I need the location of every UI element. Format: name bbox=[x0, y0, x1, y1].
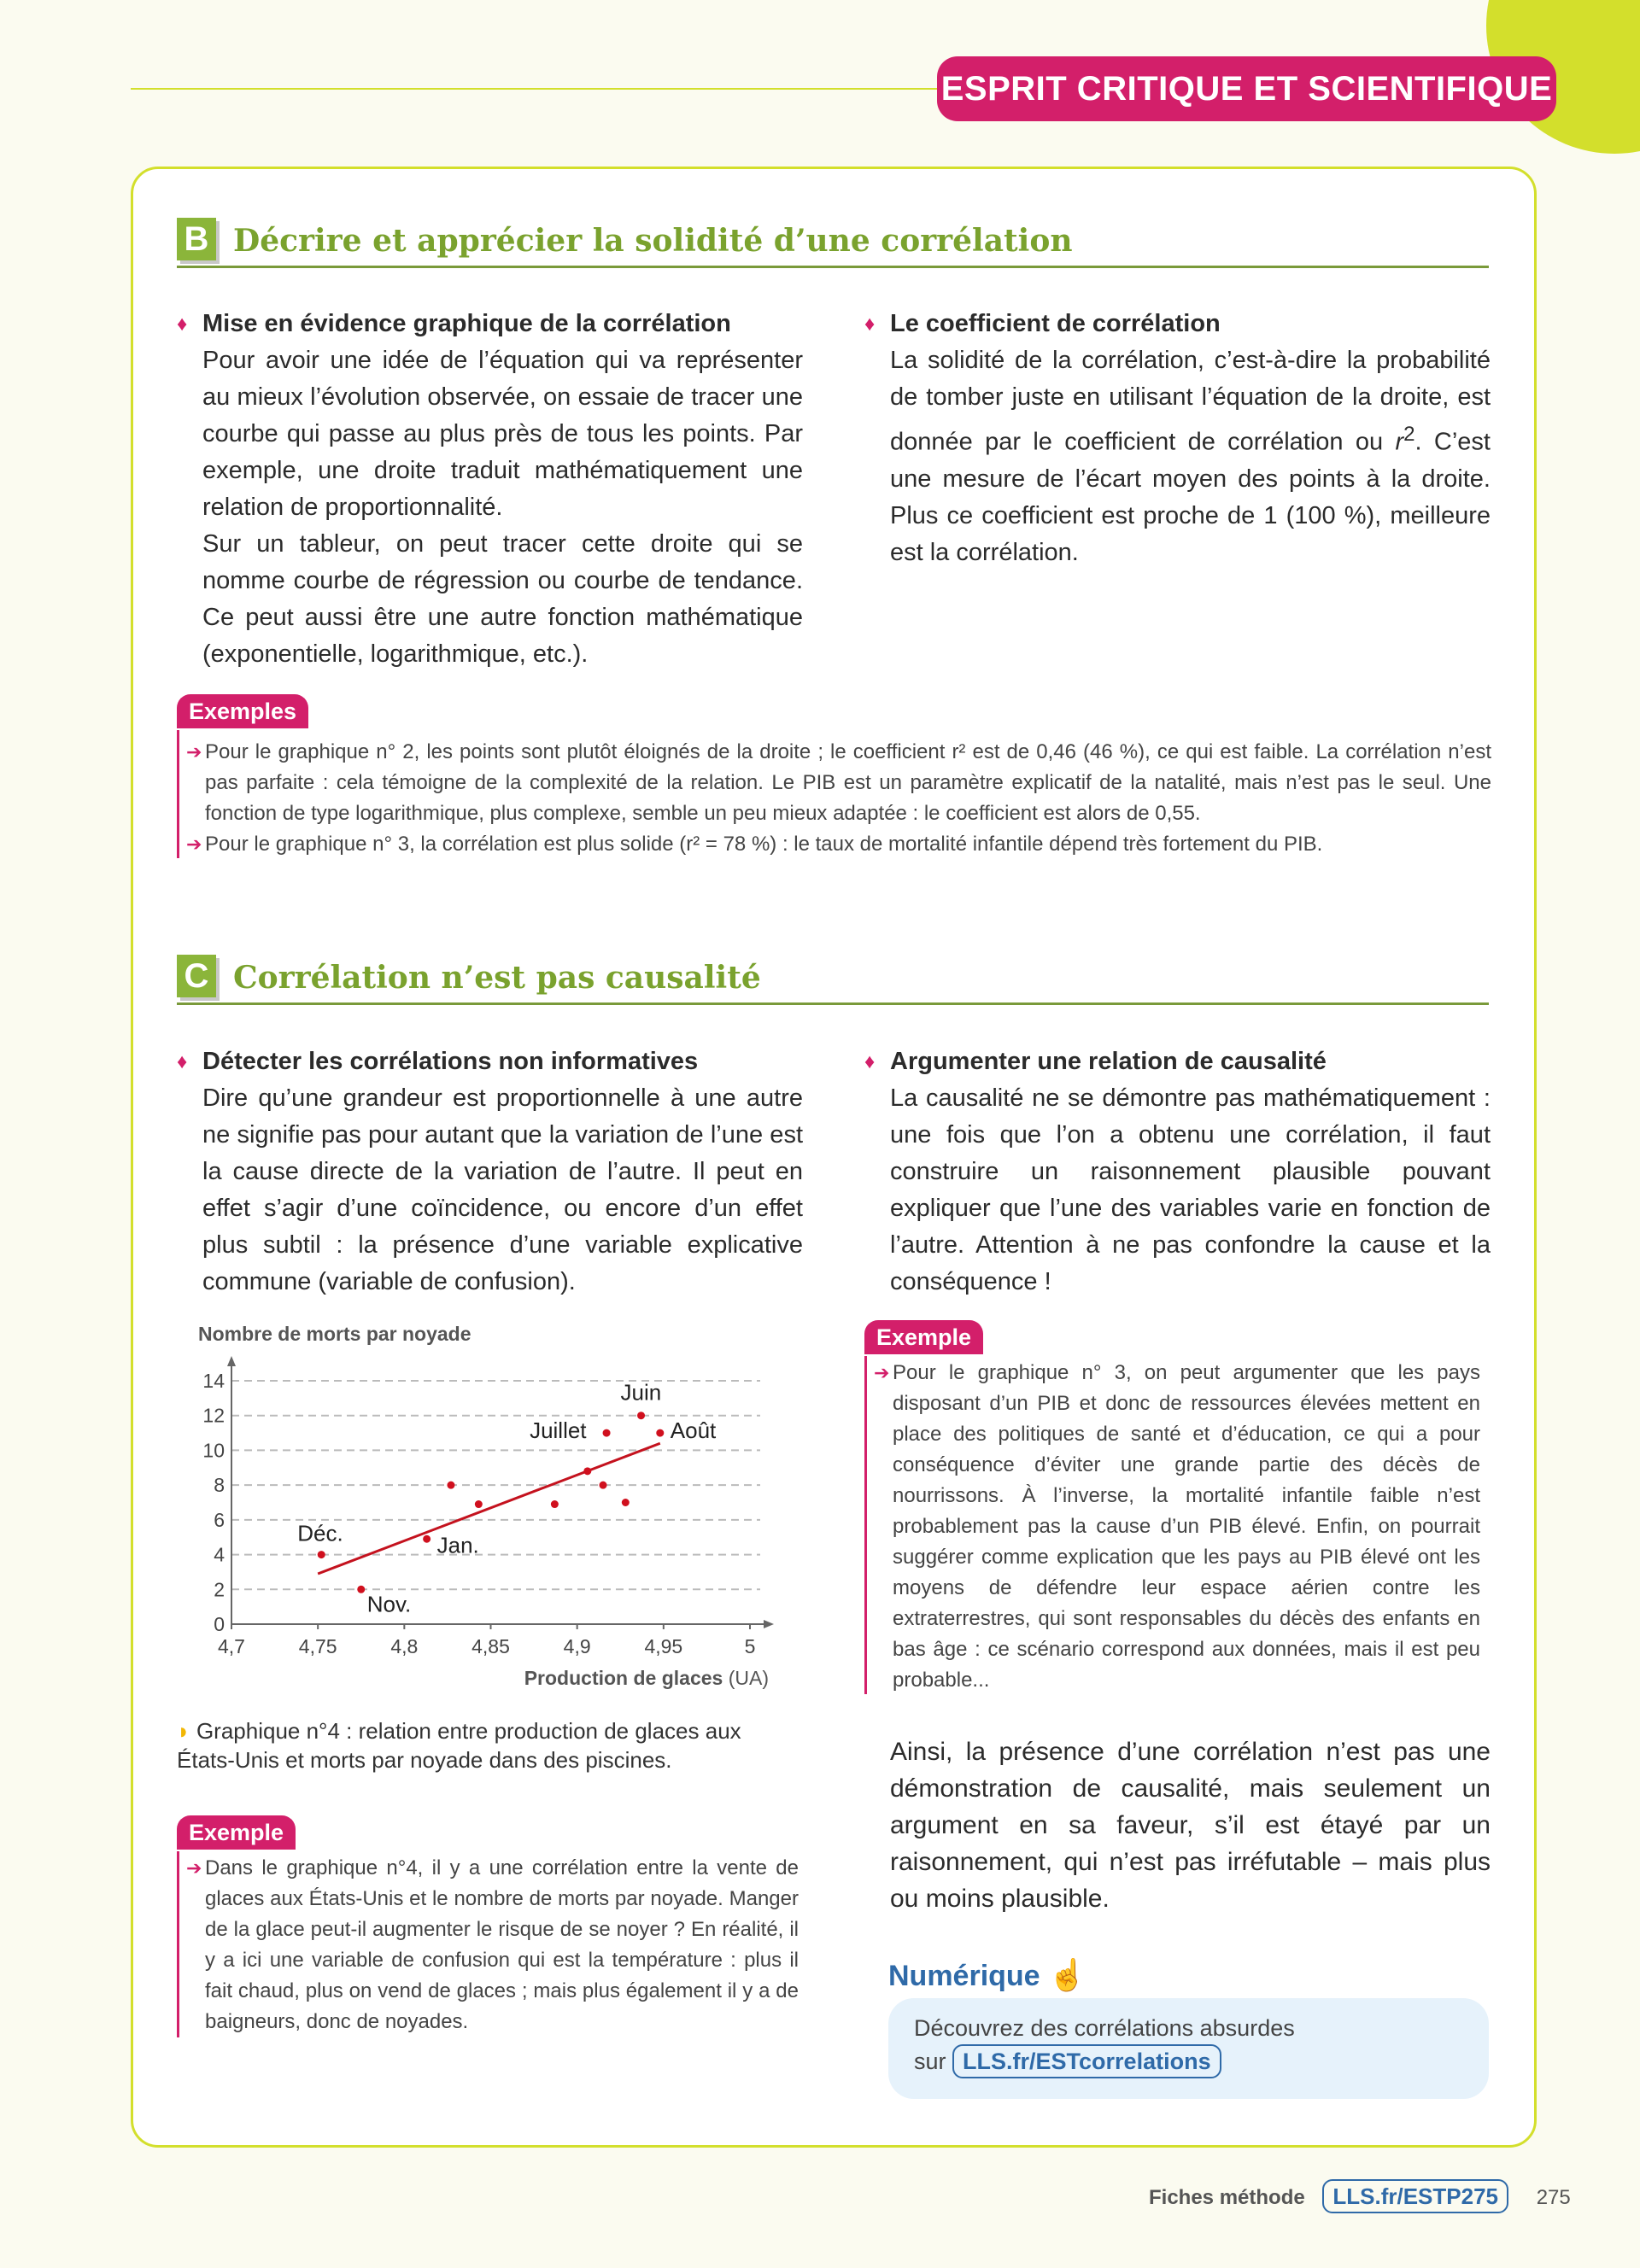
point-label: Jan. bbox=[436, 1532, 479, 1558]
y-tick-label: 0 bbox=[214, 1613, 225, 1635]
x-tick-label: 4,7 bbox=[218, 1635, 245, 1657]
y-tick-label: 6 bbox=[214, 1508, 225, 1531]
section-title: Corrélation n’est pas causalité bbox=[233, 960, 761, 996]
numerique-label: Numérique bbox=[888, 1960, 1040, 1992]
x-tick-label: 5 bbox=[744, 1635, 756, 1657]
y-axis-label: Nombre de morts par noyade bbox=[198, 1323, 472, 1345]
text: La solidité de la corrélation, c’est-à-dire la probabilité de tomber juste en utilisant l’équation de la droite, est donnée par le coefficient de corrélation ou bbox=[890, 347, 1491, 456]
conclusion bbox=[864, 1733, 1491, 1917]
data-point bbox=[551, 1500, 559, 1508]
example-tag: Exemple bbox=[177, 1815, 296, 1850]
example-text: Pour le graphique n° 2, les points sont plutôt éloignés de la droite ; le coefficient r² est de 0,46 (46 %), ce qui est faible. La corrélation n’est pas parfaite : cela témoigne de la complexité de la relation. Le PIB est un paramètre explicatif de la natalité, mais n’est pas le seul. Une fonction de type logarithmique, plus complexe, semble un peu mieux adaptée : le coefficient est alors de 0,55. bbox=[205, 740, 1491, 825]
x-axis-arrow-icon bbox=[764, 1620, 774, 1628]
example-box-left bbox=[177, 1820, 799, 2037]
caption-text: Graphique n°4 : relation entre production de glaces aux États-Unis et morts par noyade dans des piscines. bbox=[177, 1718, 741, 1773]
chapter-banner: ESPRIT CRITIQUE ET SCIENTIFIQUE bbox=[937, 56, 1556, 121]
subheading: Argumenter une relation de causalité bbox=[890, 1048, 1327, 1075]
section-letter: C bbox=[177, 955, 216, 997]
y-tick-label: 2 bbox=[214, 1578, 225, 1601]
diamond-bullet-icon: ♦ bbox=[177, 313, 188, 336]
y-axis-arrow-icon bbox=[227, 1356, 236, 1366]
data-point bbox=[637, 1412, 645, 1419]
diamond-bullet-icon: ♦ bbox=[864, 313, 876, 336]
point-label: Août bbox=[670, 1418, 717, 1444]
scatter-chart bbox=[171, 1315, 786, 1708]
section-c-right bbox=[864, 1043, 1491, 1301]
data-point bbox=[603, 1429, 611, 1437]
point-label: Nov. bbox=[366, 1591, 412, 1617]
data-point bbox=[357, 1586, 365, 1593]
x-axis-label: Production de glaces (UA) bbox=[524, 1667, 769, 1689]
example-text: Pour le graphique n° 3, on peut argumenter que les pays disposant d’un PIB et donc de ressources élevées mettent en place des politiques de santé et d’éducation, ce qui a pour conséquence d’éviter une grande partie des décès de nourrissons. À l’inverse, la mortalité infantile faible n’est probablement pas la cause d’un PIB élevé. Enfin, on pourrait suggérer comme explication que les pays au PIB élevé ont les moyens de défendre leur espace aérien contre les extraterrestres, qui sont responsables du décès des enfants en bas âge : ce scénario correspond aux données, mais il est peu probable... bbox=[893, 1361, 1480, 1692]
numerique-title bbox=[888, 1957, 1086, 1993]
paragraph: Sur un tableur, on peut tracer cette droite qui se nomme courbe de régression ou courbe de tendance. Ce peut aussi être une autre fonction mathématique (exponentielle, logarithmique, etc.). bbox=[202, 530, 803, 668]
data-point bbox=[447, 1482, 454, 1489]
section-b-right bbox=[864, 306, 1491, 571]
section-c-left bbox=[177, 1043, 803, 1301]
exponent: 2 bbox=[1403, 423, 1415, 446]
caption-marker-icon: ◗ bbox=[177, 1718, 190, 1744]
header-rule bbox=[131, 88, 951, 90]
data-point bbox=[583, 1467, 591, 1475]
arrow-icon: ➔ bbox=[186, 833, 202, 855]
arrow-icon: ➔ bbox=[186, 741, 202, 763]
x-tick-label: 4,85 bbox=[472, 1635, 510, 1657]
paragraph bbox=[864, 342, 1491, 571]
pointing-hand-icon: ☝ bbox=[1048, 1957, 1086, 1992]
r-symbol: r bbox=[1395, 428, 1404, 456]
y-tick-label: 12 bbox=[202, 1404, 225, 1427]
section-b-heading bbox=[177, 218, 1489, 268]
numerique-text: Découvrez des corrélations absurdes bbox=[914, 2015, 1295, 2041]
x-tick-label: 4,8 bbox=[390, 1635, 419, 1657]
data-point bbox=[475, 1500, 483, 1508]
paragraph: La causalité ne se démontre pas mathématiquement : une fois que l’on a obtenu une corrélation, il faut construire un raisonnement plausible pouvant expliquer que l’une des variables varie en fonction de l’autre. Attention à ne pas confondre la cause et la conséquence ! bbox=[890, 1084, 1491, 1295]
examples-tag: Exemples bbox=[177, 694, 308, 728]
x-tick-label: 4,75 bbox=[298, 1635, 337, 1657]
paragraph: Dire qu’une grandeur est proportionnelle à une autre ne signifie pas pour autant que la variation de l’une est la cause directe de la variation de l’autre. Il peut en effet s’agir d’une coïncidence, ou encore d’un effet plus subtil : la présence d’une variable explicative commune (variable de confusion). bbox=[202, 1084, 803, 1295]
section-b-left bbox=[177, 306, 803, 673]
footer bbox=[1149, 2179, 1571, 2215]
data-point bbox=[622, 1499, 630, 1506]
paragraph: Pour avoir une idée de l’équation qui va représenter au mieux l’évolution observée, on essaie de tracer une courbe qui passe au plus près de tous les points. Par exemple, une droite traduit mathématiquement une relation de proportionnalité. bbox=[202, 347, 803, 521]
arrow-icon: ➔ bbox=[186, 1857, 202, 1879]
section-letter: B bbox=[177, 218, 216, 260]
diamond-bullet-icon: ♦ bbox=[864, 1050, 876, 1073]
correlations-link[interactable]: LLS.fr/ESTcorrelations bbox=[952, 2044, 1221, 2078]
y-tick-label: 8 bbox=[214, 1474, 225, 1497]
subheading: Mise en évidence graphique de la corrélation bbox=[202, 310, 731, 337]
x-tick-label: 4,9 bbox=[563, 1635, 591, 1657]
sur-label: sur bbox=[914, 2049, 946, 2074]
data-point bbox=[423, 1535, 430, 1543]
numerique-box bbox=[888, 1998, 1489, 2099]
examples-box bbox=[177, 699, 1491, 858]
example-text: Dans le graphique n°4, il y a une corrélation entre la vente de glaces aux États-Unis et le nombre de morts par noyade. Manger de la glace peut-il augmenter le risque de se noyer ? En réalité, il y a ici une variable de confusion qui est la température : plus il fait chaud, plus on vend de glaces ; mais plus également il y a de baigneurs, donc de noyades. bbox=[205, 1856, 799, 2033]
data-point bbox=[318, 1551, 325, 1558]
example-tag: Exemple bbox=[864, 1320, 983, 1354]
point-label: Juin bbox=[620, 1379, 662, 1406]
point-label: Déc. bbox=[297, 1520, 343, 1546]
arrow-icon: ➔ bbox=[874, 1362, 890, 1383]
text: . C’est une mesure de l’écart moyen des points à la droite. Plus ce coefficient est proche de 1 (100 %), meilleure est la corrélation. bbox=[890, 428, 1491, 566]
subheading: Le coefficient de corrélation bbox=[890, 310, 1221, 337]
example-box-right bbox=[864, 1324, 1480, 1694]
section-title: Décrire et apprécier la solidité d’une corrélation bbox=[233, 223, 1073, 259]
footer-label: Fiches méthode bbox=[1149, 2186, 1305, 2209]
diamond-bullet-icon: ♦ bbox=[177, 1050, 188, 1073]
y-tick-label: 14 bbox=[202, 1370, 225, 1392]
chart-caption bbox=[177, 1716, 796, 1774]
point-label: Juillet bbox=[530, 1418, 587, 1444]
y-tick-label: 10 bbox=[202, 1439, 225, 1462]
subheading: Détecter les corrélations non informatives bbox=[202, 1048, 699, 1075]
section-c-heading bbox=[177, 955, 1489, 1005]
example-text: Pour le graphique n° 3, la corrélation est plus solide (r² = 78 %) : le taux de mortalité infantile dépend très fortement du PIB. bbox=[205, 833, 1323, 856]
conclusion-text: Ainsi, la présence d’une corrélation n’est pas une démonstration de causalité, mais seulement un argument en sa faveur, s’il est étayé par un raisonnement, qui n’est pas irréfutable – mais plus ou moins plausible. bbox=[890, 1738, 1491, 1913]
page-number: 275 bbox=[1536, 2186, 1571, 2209]
x-tick-label: 4,95 bbox=[644, 1635, 683, 1657]
data-point bbox=[656, 1429, 664, 1437]
data-point bbox=[600, 1482, 607, 1489]
footer-link[interactable]: LLS.fr/ESTP275 bbox=[1322, 2179, 1508, 2213]
y-tick-label: 4 bbox=[214, 1543, 225, 1566]
